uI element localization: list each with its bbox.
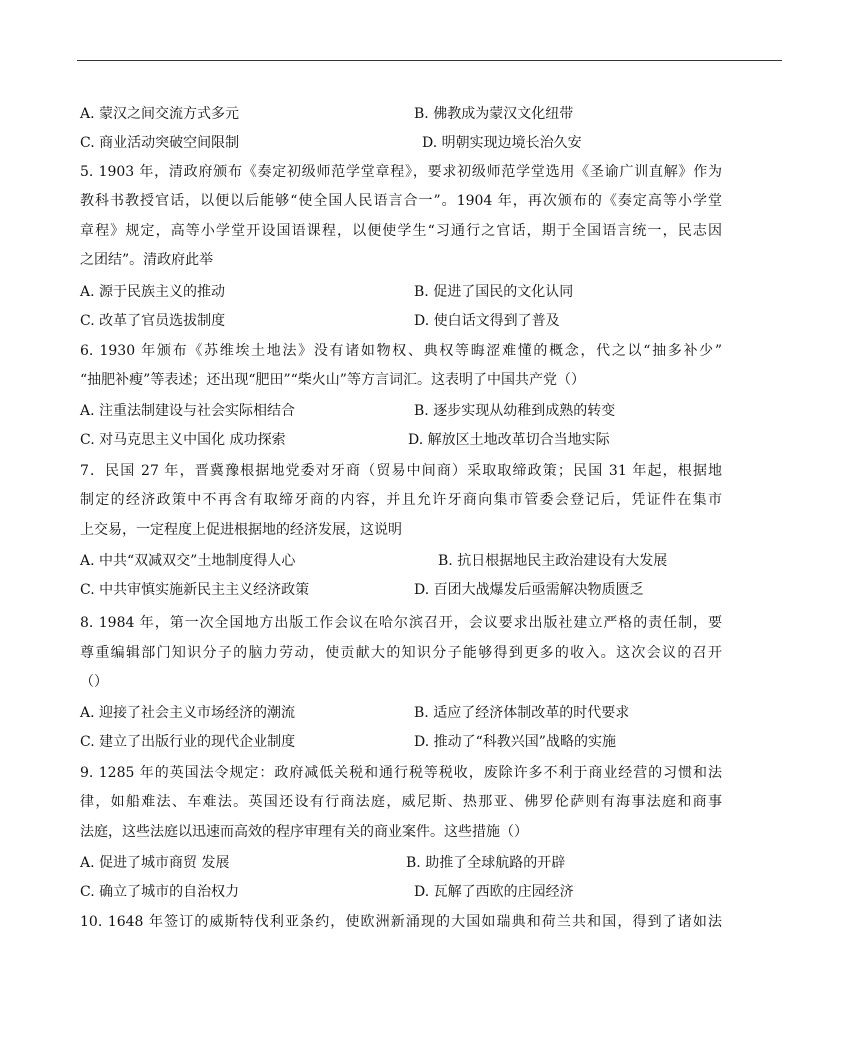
q4-option-b: B. 佛教成为蒙汉文化纽带 — [414, 106, 574, 122]
q6-option-a: A. 注重法制建设与社会实际相结合 — [80, 403, 296, 419]
q4-option-c: C. 商业活动突破空间限制 — [80, 135, 240, 151]
q5-option-b: B. 促进了国民的文化认同 — [414, 284, 574, 300]
q6-option-d: D. 解放区土地改革切合当地实际 — [408, 432, 610, 448]
q7-option-c: C. 中共审慎实施新民主主义经济政策 — [80, 582, 310, 598]
q5-stem-line: 5. 1903 年，清政府颁布《奏定初级师范学堂章程》，要求初级师范学堂选用《圣谕广训直解》作为 — [80, 164, 722, 180]
q5-stem-line: 教科书教授官话，以便以后能够“使全国人民语言合一”。1904 年，再次颁布的《奏定高等小学堂 — [80, 193, 722, 209]
q8-stem-line: （） — [80, 674, 108, 690]
q7-option-a: A. 中共“双减双交”土地制度得人心 — [80, 553, 296, 569]
q9-option-b: B. 助推了全球航路的开辟 — [406, 855, 566, 871]
q9-option-a: A. 促进了城市商贸 发展 — [80, 855, 230, 871]
q5-option-a: A. 源于民族主义的推动 — [80, 284, 226, 300]
q5-option-d: D. 使白话文得到了普及 — [414, 313, 560, 329]
q8-stem-line: 尊重编辑部门知识分子的脑力劳动，使贡献大的知识分子能够得到更多的收入。这次会议的召开 — [80, 645, 722, 661]
q7-stem-line: 上交易，一定程度上促进根据地的经济发展，这说明 — [80, 522, 402, 538]
q9-option-c: C. 确立了城市的自治权力 — [80, 884, 240, 900]
q9-stem-line: 法庭，这些法庭以迅速而高效的程序审理有关的商业案件。这些措施（） — [80, 824, 528, 840]
q6-stem-line: 6. 1930 年颁布《苏维埃土地法》没有诸如物权、典权等晦涩难懂的概念，代之以“抽多补少” — [80, 343, 722, 359]
q8-option-d: D. 推动了“科教兴国”战略的实施 — [414, 734, 616, 750]
q9-option-d: D. 瓦解了西欧的庄园经济 — [414, 884, 574, 900]
q9-stem-line: 9. 1285 年的英国法令规定：政府减低关税和通行税等税收，废除许多不利于商业经营的习惯和法 — [80, 765, 722, 781]
q10-stem-line: 10. 1648 年签订的威斯特伐利亚条约，使欧洲新涌现的大国如瑞典和荷兰共和国，得到了诸如法 — [80, 914, 722, 930]
q7-stem-line: 制定的经济政策中不再含有取缔牙商的内容，并且允许牙商向集市管委会登记后，凭证件在集市 — [80, 492, 722, 508]
q4-option-a: A. 蒙汉之间交流方式多元 — [80, 106, 240, 122]
q7-option-b: B. 抗日根据地民主政治建设有大发展 — [438, 553, 668, 569]
q8-option-c: C. 建立了出版行业的现代企业制度 — [80, 734, 296, 750]
q5-stem-line: 之团结”。清政府此举 — [80, 252, 214, 268]
q9-stem-line: 律，如船难法、车难法。英国还设有行商法庭，威尼斯、热那亚、佛罗伦萨则有海事法庭和商事 — [80, 794, 722, 810]
q6-stem-line: “抽肥补瘦”等表述；还出现“肥田”“柴火山”等方言词汇。这表明了中国共产党（） — [80, 372, 585, 388]
q8-stem-line: 8. 1984 年，第一次全国地方出版工作会议在哈尔滨召开，会议要求出版社建立严格的责任制，要 — [80, 615, 722, 631]
q5-option-c: C. 改革了官员选拔制度 — [80, 313, 226, 329]
q5-stem-line: 章程》规定，高等小学堂开设国语课程，以便使学生“习通行之官话，期于全国语言统一，民志因 — [80, 223, 722, 239]
q7-option-d: D. 百团大战爆发后亟需解决物质匮乏 — [414, 582, 644, 598]
q8-option-b: B. 适应了经济体制改革的时代要求 — [414, 705, 630, 721]
q6-option-c: C. 对马克思主义中国化 成功探索 — [80, 432, 286, 448]
q8-option-a: A. 迎接了社会主义市场经济的潮流 — [80, 705, 296, 721]
header-rule — [77, 60, 782, 61]
q6-option-b: B. 逐步实现从幼稚到成熟的转变 — [414, 403, 616, 419]
q4-option-d: D. 明朝实现边境长治久安 — [422, 135, 582, 151]
q7-stem-line: 7．民国 27 年，晋冀豫根据地党委对牙商（贸易中间商）采取取缔政策；民国 31 年起，根据地 — [80, 463, 722, 479]
